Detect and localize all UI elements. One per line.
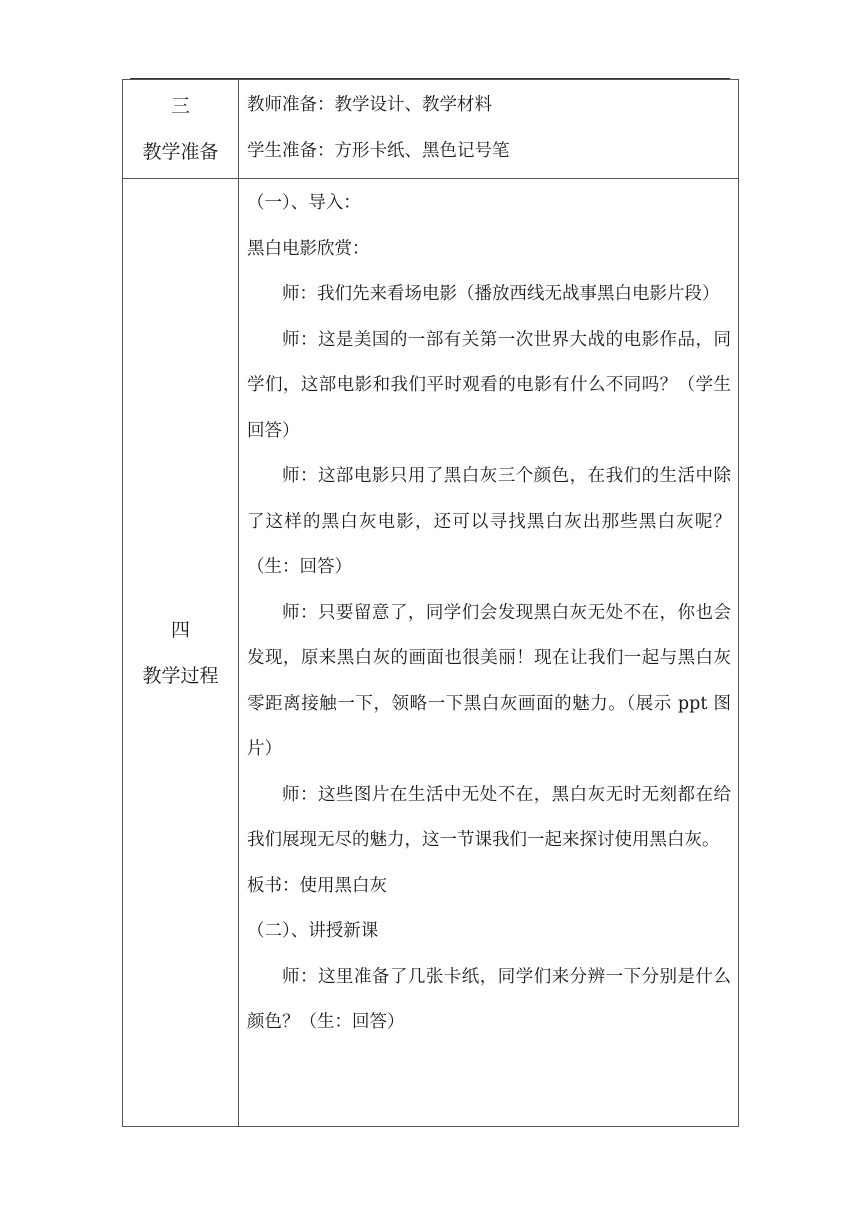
section-label-cell (123, 179, 239, 1127)
lesson-plan-table (122, 79, 739, 1127)
section-title: 教学准备 (142, 141, 219, 163)
blackboard-note: 板书：使用黑白灰 (247, 875, 387, 896)
body-paragraph: 师：这些图片在生活中无处不在，黑白灰无时无刻都在给我们展现无尽的魅力，这一节课我们一起来探讨使用黑白灰。 (247, 784, 731, 850)
subsection-heading: （一）、导入： (247, 193, 361, 213)
teaching-process-row (123, 179, 739, 1127)
section-content-cell (239, 80, 739, 179)
activity-heading: 黑白电影欣赏： (247, 238, 370, 259)
body-paragraph: 师：我们先来看场电影（播放西线无战事黑白电影片段） (282, 284, 720, 304)
body-paragraph: 师：只要留意了，同学们会发现黑白灰无处不在，你也会发现，原来黑白灰的画面也很美丽！现在让我们一起与黑白灰零距离接触一下，领略一下黑白灰画面的魅力。（展示 ppt 图片） (247, 602, 731, 759)
section-label-cell (123, 80, 239, 179)
section-content-cell (239, 179, 739, 1127)
teacher-preparation-line: 教师准备：教学设计、教学材料 (247, 95, 492, 115)
section-number: 三 (170, 95, 190, 117)
section-title: 教学过程 (142, 664, 219, 687)
teaching-preparation-row (123, 80, 739, 179)
subsection-heading: （二）、讲授新课 (247, 921, 379, 941)
body-paragraph: 师：这部电影只用了黑白灰三个颜色，在我们的生活中除了这样的黑白灰电影，还可以寻找黑白灰出那些黑白灰呢？（生：回答） (247, 466, 731, 577)
section-number: 四 (170, 618, 190, 641)
student-preparation-line: 学生准备：方形卡纸、黑色记号笔 (247, 140, 510, 161)
body-paragraph: 师：这里准备了几张卡纸，同学们来分辨一下分别是什么颜色？（生：回答） (247, 966, 731, 1032)
body-paragraph: 师：这是美国的一部有关第一次世界大战的电影作品，同学们，这部电影和我们平时观看的电影有什么不同吗？（学生回答） (247, 329, 731, 441)
